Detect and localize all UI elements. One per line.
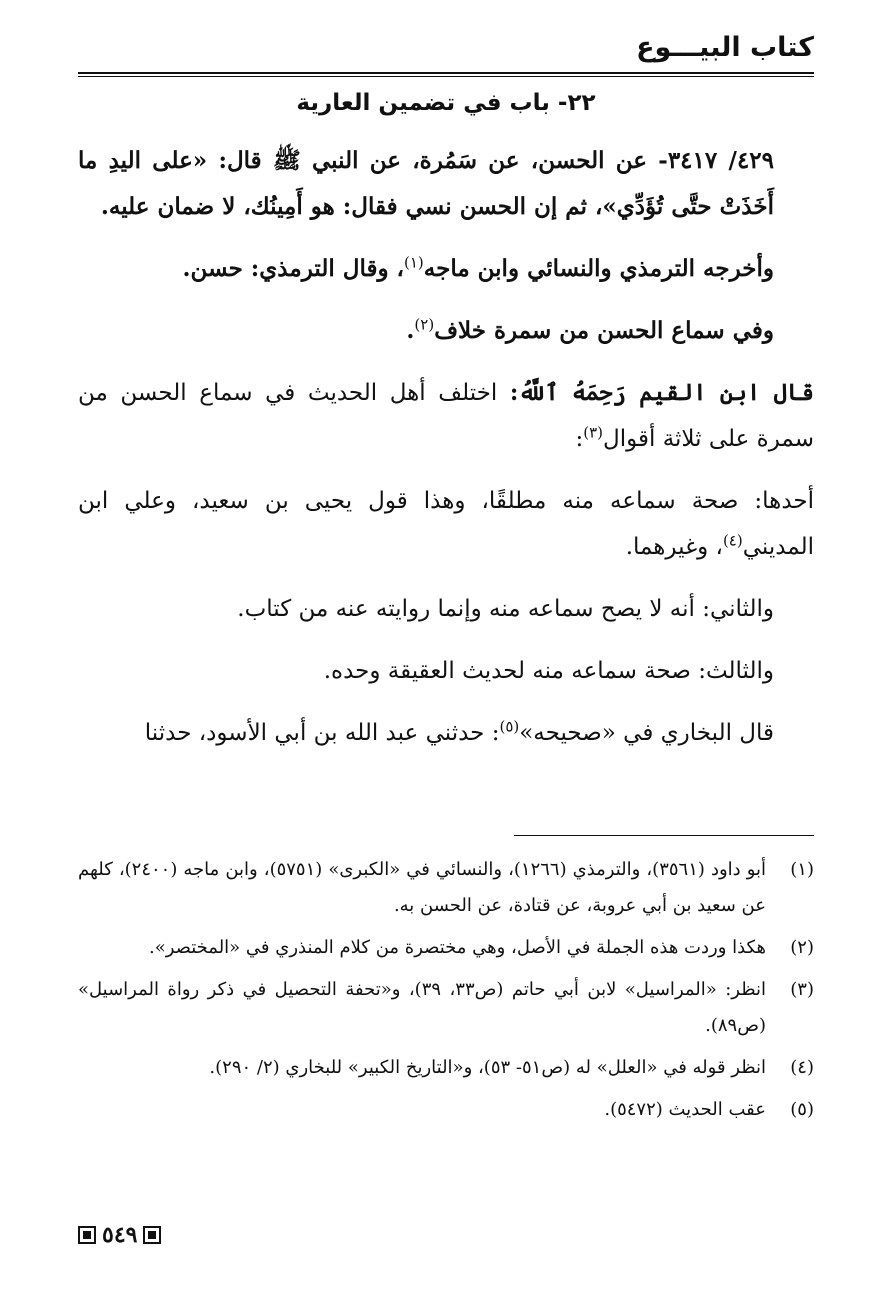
footnote-separator: [514, 835, 814, 836]
third-opinion: والثالث: صحة سماعه منه لحديث العقيقة وحده.: [323, 658, 774, 684]
footnote-number: (٣): [790, 979, 814, 1000]
ornament-icon: [143, 1226, 161, 1244]
footnote-1: [78, 852, 814, 924]
ornament-icon: [78, 1226, 96, 1244]
footnote-text: انظر قوله في «العلل» له (ص٥١- ٥٣)، و«التاريخ الكبير» للبخاري (٢/ ٢٩٠).: [209, 1057, 766, 1078]
page-number: [78, 1222, 161, 1248]
header-rule-thin: [78, 76, 814, 77]
footnote-ref-5[interactable]: (٥): [499, 717, 520, 736]
footnote-3: [78, 972, 814, 1044]
first-opinion-text-end: ، وغيرهما.: [625, 534, 723, 560]
footnotes: [78, 852, 814, 1134]
takhrij-text: وأخرجه الترمذي والنسائي وابن ماجه: [423, 255, 774, 282]
chapter-title: ٢٢- باب في تضمين العارية: [296, 90, 596, 116]
footnote-ref-1[interactable]: (١): [403, 253, 424, 272]
takhrij-text-end: ، وقال الترمذي: حسن.: [182, 255, 404, 282]
footnote-number: (٤): [790, 1057, 814, 1078]
running-header: كتاب البيـــوع: [636, 32, 814, 63]
ibn-qayyim-text-end: :: [575, 426, 584, 452]
footnote-text: انظر: «المراسيل» لابن أبي حاتم (ص٣٣، ٣٩)، و«تحفة التحصيل في ذكر رواة المراسيل» (ص٨٩).: [78, 979, 766, 1036]
footnote-number: (١): [790, 859, 814, 880]
footnote-ref-4[interactable]: (٤): [722, 531, 743, 550]
takhrij-paragraph: [78, 246, 814, 292]
footnote-ref-3[interactable]: (٣): [583, 423, 604, 442]
ibn-qayyim-label: قال ابن القيم رَحِمَهُ ٱللَّهُ:: [509, 379, 814, 406]
footnote-text: عقب الحديث (٥٤٧٢).: [604, 1099, 766, 1120]
bukhari-text: قال البخاري في «صحيحه»: [519, 720, 774, 746]
sama-text-end: .: [406, 317, 415, 344]
footnote-5: [78, 1092, 814, 1128]
footnote-ref-2[interactable]: (٢): [414, 315, 435, 334]
footnote-text: هكذا وردت هذه الجملة في الأصل، وهي مختصرة من كلام المنذري في «المختصر».: [148, 937, 766, 958]
first-opinion: [78, 478, 814, 570]
footnote-number: (٥): [790, 1099, 814, 1120]
sama-text: وفي سماع الحسن من سمرة خلاف: [434, 317, 774, 344]
footnote-4: [78, 1050, 814, 1086]
ibn-qayyim-text: اختلف أهل الحديث في سماع الحسن من سمرة على ثلاثة أقوال: [78, 380, 814, 452]
page-number-text: ٥٤٩: [102, 1222, 138, 1248]
footnote-text: أبو داود (٣٥٦١)، والترمذي (١٢٦٦)، والنسائي في «الكبرى» (٥٧٥١)، وابن ماجه (٢٤٠٠)، كلهم عن سعيد بن أبي عروبة، عن قتادة، عن الحسن به.: [78, 859, 767, 916]
hadith-text: ٤٢٩/ ٣٤١٧- عن الحسن، عن سَمُرة، عن النبي ﷺ قال: «على اليدِ ما أَخَذَتْ حتَّى تُؤَدِّي»، ثم إن الحسن نسي فقال: هو أَمِينُك، لا ضمان عليه.: [78, 147, 774, 220]
sama-paragraph: [78, 308, 814, 354]
bukhari-paragraph: [78, 710, 814, 756]
second-opinion: والثاني: أنه لا يصح سماعه منه وإنما روايته عنه من كتاب.: [237, 596, 774, 622]
footnote-number: (٢): [790, 937, 814, 958]
main-text: [78, 138, 814, 772]
bukhari-text-end: : حدثني عبد الله بن أبي الأسود، حدثنا: [144, 720, 500, 746]
hadith-paragraph: [78, 138, 814, 230]
header-rule: [78, 72, 814, 74]
ibn-qayyim-paragraph: [78, 370, 814, 462]
first-opinion-text: أحدها: صحة سماعه منه مطلقًا، وهذا قول يحيى بن سعيد، وعلي ابن المديني: [78, 488, 814, 560]
footnote-2: [78, 930, 814, 966]
